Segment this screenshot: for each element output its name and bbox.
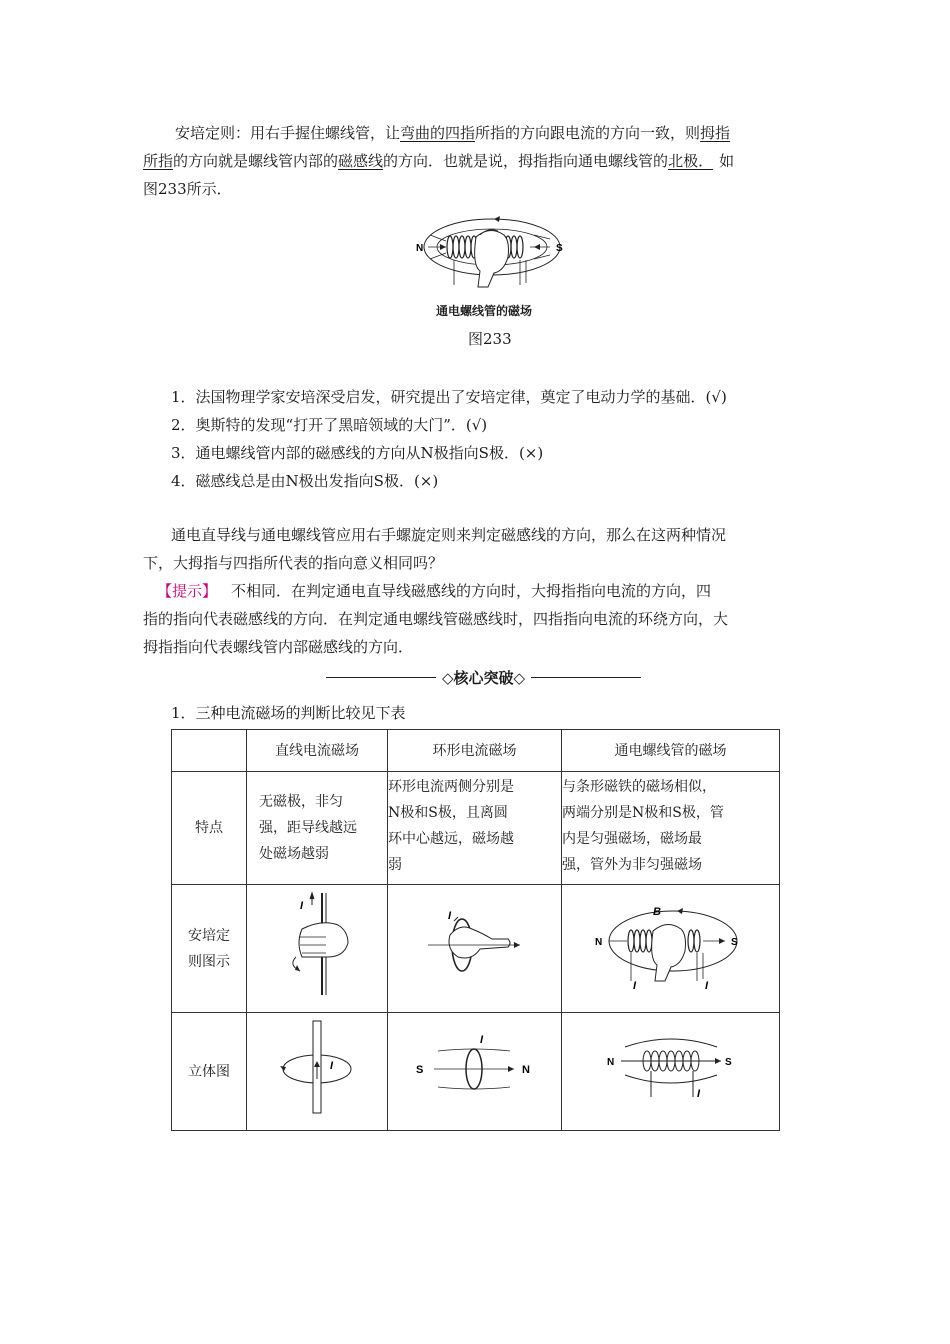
cell-line: 内是匀强磁场，磁场最 [562,831,702,847]
figure-caption: 通电螺线管的磁场 [436,304,533,318]
cell-line: 环中心越远，磁场越 [388,831,514,847]
loop-hand-figure [420,889,530,999]
cell-line: 处磁场越弱 [259,846,329,862]
pole-s-label: S [730,937,738,948]
intro-underline-field-lines: 磁感线 [338,152,384,170]
cell-line: 强，距导线越远 [259,820,357,836]
3d-straight-cell [247,1013,388,1131]
table-header-cell: 通电螺线管的磁场 [562,730,780,772]
figure-pole-n: N [416,243,424,254]
judgement-item: 2．奥斯特的发现“打开了黑暗领域的大门”．(√) [171,416,488,434]
figure-label: 图233 [468,330,512,348]
current-label: I [300,900,304,912]
intro-underline-thumb: 拇指 [700,124,731,142]
straight-wire-3d-figure [272,1017,362,1117]
cell-line: 与条形磁铁的磁场相似， [562,779,716,795]
question-line-2: 下，大拇指与四指所代表的指向意义相同吗？ [143,554,444,572]
intro-underline-north: 北极． [668,152,714,170]
pole-s-label: S [415,1064,423,1076]
row-label-3d: 立体图 [172,1013,247,1131]
loop-3d-figure [410,1017,540,1117]
intro-line-1 [171,119,783,147]
section-title-text: ◇核心突破◇ [442,669,526,687]
cell-line: N极和S极，且离圆 [388,805,508,821]
table-row-features [172,772,780,885]
cell-line: 两端分别是N极和S极，管 [562,805,724,821]
hint-line-2: 指的指向代表磁感线的方向．在判定通电螺线管磁感线时，四指指向电流的环绕方向，大 [143,610,729,628]
cell-line: 强，管外为非匀强磁场 [562,857,702,873]
solenoid-hand-figure [591,889,751,999]
intro-paragraph [171,119,783,147]
table-row-rule [172,885,780,1013]
features-straight [247,772,388,885]
current-label: I [330,1060,334,1072]
table-row-3d [172,1013,780,1131]
judgement-item: 1．法国物理学家安培深受启发，研究提出了安培定律，奠定了电动力学的基础．(√) [171,388,727,406]
pole-n-label: N [594,937,602,948]
section-title [326,667,641,688]
table-header-row [172,730,780,772]
figure-pole-s: S [556,243,563,254]
cell-line: 环形电流两侧分别是 [388,779,514,795]
section-divider-left [326,677,436,678]
intro-text: 的方向．也就是说，拇指指向通电螺线管的 [383,152,669,170]
features-solenoid [562,772,780,885]
rule-straight-cell [247,885,388,1013]
hint-tag: 【提示】 [157,582,218,600]
cell-line: 安培定 [188,927,230,944]
cell-line: 弱 [388,857,402,873]
row-label-rule [172,885,247,1013]
intro-underline-four-fingers: 弯曲的四指 [400,124,476,142]
intro-line-3: 图233所示． [143,180,232,198]
section-divider-right [531,677,641,678]
pole-s-label: S [724,1057,732,1068]
intro-text: 所指的方向跟电流的方向一致，则 [475,124,701,142]
row-label-features: 特点 [172,772,247,885]
straight-wire-hand-figure [272,889,362,999]
table-intro: 1．三种电流磁场的判断比较见下表 [171,704,406,722]
current-label: I [696,1088,700,1100]
current-label: I [447,910,451,922]
comparison-table [171,729,780,1131]
intro-text: 安培定则：用右手握住螺线管，让 [175,124,401,142]
current-label: I [632,980,636,992]
hint-line-1 [157,577,711,605]
intro-line-2 [143,147,803,175]
table-header-cell: 环形电流磁场 [388,730,562,772]
question-line-1: 通电直导线与通电螺线管应用右手螺旋定则来判定磁感线的方向，那么在这两种情况 [171,526,727,544]
rule-loop-cell [388,885,562,1013]
intro-text: 的方向就是螺线管内部的 [173,152,339,170]
hint-text: 不相同．在判定通电直导线磁感线的方向时，大拇指指向电流的方向，四 [231,582,712,600]
cell-line: 无磁极，非匀 [259,794,343,810]
table-header-cell: 直线电流磁场 [247,730,388,772]
rule-solenoid-cell [562,885,780,1013]
current-label: I [704,980,708,992]
hint-line-3: 拇指指向代表螺线管内部磁感线的方向． [143,638,414,656]
cell-line: 则图示 [188,953,230,970]
intro-text: 如 [719,152,735,170]
pole-n-label: N [606,1057,614,1068]
table-header-cell [172,730,247,772]
solenoid-3d-figure [601,1017,741,1117]
intro-underline-pointed: 所指 [143,152,174,170]
pole-n-label: N [521,1064,530,1076]
solenoid-figure [410,205,570,290]
3d-loop-cell [388,1013,562,1131]
3d-solenoid-cell [562,1013,780,1131]
current-label: I [479,1034,483,1046]
judgement-item: 3．通电螺线管内部的磁感线的方向从N极指向S极．(×) [171,444,544,462]
features-loop [388,772,562,885]
judgement-item: 4．磁感线总是由N极出发指向S极．(×) [171,472,439,490]
field-label: B [652,906,661,918]
